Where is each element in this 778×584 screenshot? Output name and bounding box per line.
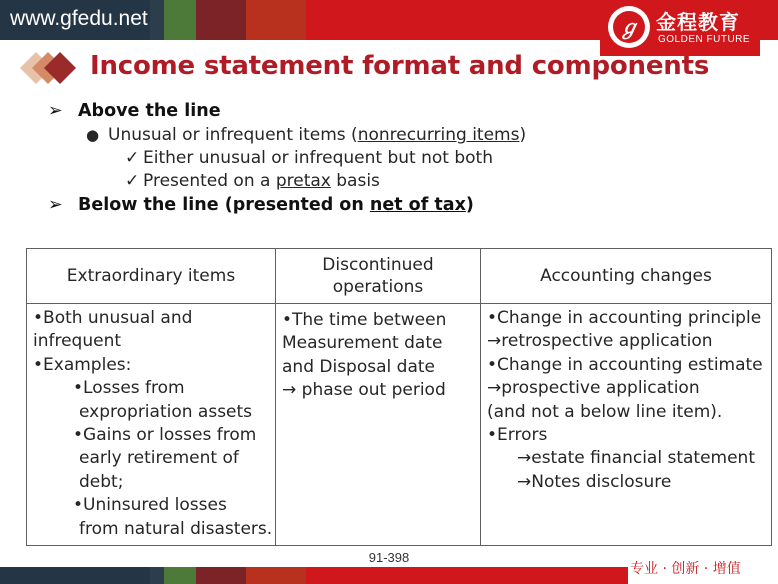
- site-url[interactable]: www.gfedu.net: [10, 7, 148, 30]
- brand-logo: [600, 0, 760, 56]
- bullet-text-suffix: ): [465, 195, 474, 215]
- page-number: 91-398: [368, 550, 410, 565]
- banner-segment-maroon: [196, 0, 246, 40]
- pretax-term: pretax: [275, 171, 331, 191]
- below-line-items-table: [26, 248, 772, 546]
- bullet-above-line: [48, 100, 221, 122]
- header-accounting-changes: Accounting changes: [481, 249, 772, 304]
- cell-line: and Disposal date: [282, 356, 435, 377]
- cell-line: •Uninsured losses: [73, 495, 227, 516]
- footer-segment-rust: [246, 567, 306, 584]
- dot-bullet-icon: ●: [86, 126, 100, 144]
- cell-line: →estate financial statement: [517, 448, 755, 469]
- arrow-bullet-icon: ➢: [48, 195, 63, 215]
- bullet-text: Presented on a: [143, 171, 276, 191]
- header-line: operations: [332, 277, 424, 297]
- cell-extraordinary-items: [27, 304, 276, 546]
- footer-segment-navy: [0, 567, 150, 584]
- cell-line: •The time between: [282, 310, 447, 330]
- bullet-text-suffix: ): [519, 125, 527, 145]
- net-of-tax-term: net of tax: [369, 195, 466, 215]
- cell-discontinued-operations: [276, 304, 481, 546]
- cell-line: (and not a below line item).: [487, 401, 723, 422]
- table-header-row: [27, 249, 772, 304]
- g-emblem-icon: ℊ: [608, 6, 650, 48]
- nonrecurring-items-term: nonrecurring items: [357, 125, 520, 145]
- cell-line: debt;: [79, 471, 124, 492]
- banner-segment-rust: [246, 0, 306, 40]
- diamond-decoration-icon: [18, 50, 80, 86]
- arrow-bullet-icon: ➢: [48, 101, 63, 121]
- check-item-pretax: [125, 170, 380, 192]
- header-line: Discontinued: [322, 255, 434, 275]
- page-title: Income statement format and components: [90, 51, 710, 81]
- cell-line: •Gains or losses from: [73, 425, 257, 446]
- brand-tagline: 专业 · 创新 · 增值: [628, 558, 778, 584]
- bullet-text-suffix: basis: [330, 171, 380, 191]
- cell-accounting-changes: [481, 304, 772, 546]
- check-bullet-icon: ✓: [125, 148, 140, 168]
- cell-line: →retrospective application: [487, 331, 713, 352]
- cell-line: •Errors: [487, 425, 548, 446]
- banner-segment-slate: [150, 0, 164, 40]
- table-row: [27, 304, 772, 546]
- check-item-unusual-or-infrequent: [125, 147, 493, 169]
- logo-chinese-name: 金程教育: [656, 10, 740, 34]
- cell-line: infrequent: [33, 331, 122, 352]
- bullet-text: Below the line (presented on: [78, 195, 370, 215]
- cell-line: → phase out period: [282, 380, 446, 401]
- bullet-below-line: [48, 194, 474, 216]
- bullet-text: Either unusual or infrequent but not both: [143, 148, 493, 168]
- logo-english-name: GOLDEN FUTURE: [658, 34, 751, 45]
- bullet-unusual-items: [86, 124, 526, 146]
- cell-line: Measurement date: [282, 333, 443, 354]
- cell-line: →prospective application: [487, 378, 700, 399]
- cell-line: •Change in accounting principle: [487, 308, 762, 328]
- footer-segment-green: [164, 567, 196, 584]
- footer-segment-maroon: [196, 567, 246, 584]
- cell-line: •Change in accounting estimate: [487, 354, 763, 375]
- cell-line: •Examples:: [33, 354, 132, 375]
- cell-line: →Notes disclosure: [517, 471, 672, 492]
- check-bullet-icon: ✓: [125, 171, 140, 191]
- header-discontinued-operations: [276, 249, 481, 304]
- cell-line: from natural disasters.: [79, 518, 273, 539]
- cell-line: •Both unusual and: [33, 308, 193, 328]
- cell-line: •Losses from: [73, 378, 185, 399]
- footer-segment-slate: [150, 567, 164, 584]
- cell-line: early retirement of: [79, 448, 239, 469]
- cell-line: expropriation assets: [79, 401, 253, 422]
- bullet-text: Unusual or infrequent items (: [108, 125, 358, 145]
- banner-segment-green: [164, 0, 196, 40]
- header-extraordinary-items: Extraordinary items: [27, 249, 276, 304]
- bullet-text: Above the line: [78, 101, 221, 121]
